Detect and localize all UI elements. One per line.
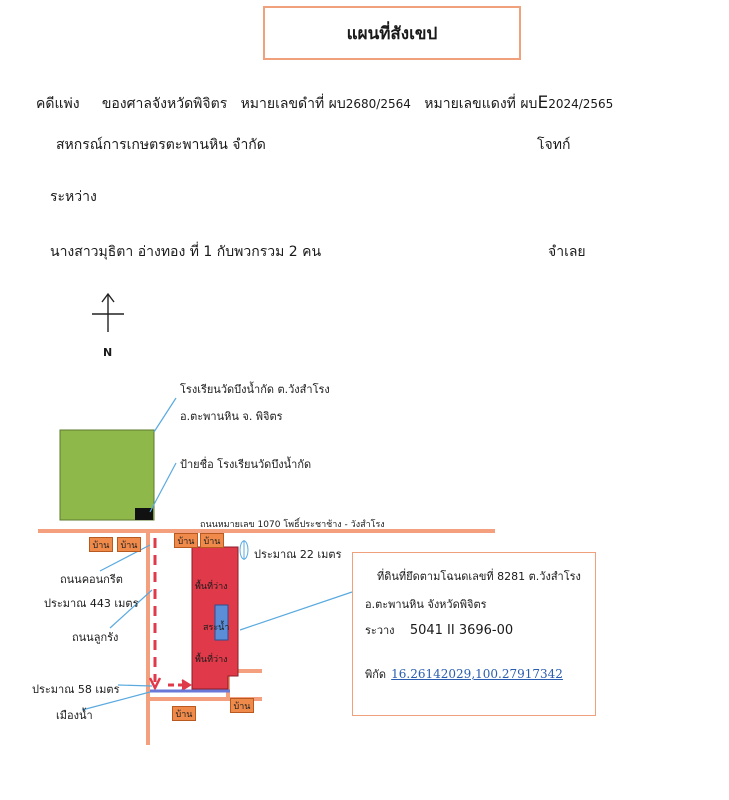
north-label: N (103, 346, 113, 359)
coordinate-link[interactable]: 16.26142029,100.27917342 (391, 667, 563, 681)
plot-label-bottom: พื้นที่ว่าง (195, 655, 228, 665)
land-info-box (352, 552, 596, 716)
distance-58-label: ประมาณ 58 เมตร (32, 683, 120, 696)
red-case-number: 2024/2565 (548, 97, 614, 111)
school-sign-label: ป้ายชื่อ โรงเรียนวัดบึงน้ำกัด (180, 458, 312, 471)
between-label: ระหว่าง (50, 189, 97, 205)
distance-443-label: ประมาณ 443 เมตร (44, 597, 139, 610)
house: บ้าน (174, 533, 198, 548)
red-case-label: หมายเลขแดงที่ ผบ (424, 96, 538, 112)
court-name: ของศาลจังหวัดพิจิตร (101, 96, 228, 112)
concrete-road-label: ถนนคอนกรีต (60, 573, 123, 586)
plaintiff-name: สหกรณ์การเกษตรตะพานหิน จำกัด (56, 137, 266, 153)
north-arrow-icon (88, 292, 128, 340)
plot-label-top: พื้นที่ว่าง (195, 582, 228, 592)
main-road-label: ถนนหมายเลข 1070 โพธิ์ประชาช้าง - วังสำโรง (200, 520, 385, 530)
red-case-e: E (537, 93, 549, 113)
school-sign-marker (135, 508, 153, 520)
school-label-2: อ.ตะพานหิน จ. พิจิตร (180, 410, 283, 423)
house: บ้าน (117, 537, 141, 552)
land-deed-line: ที่ดินที่ยึดตามโฉนดเลขที่ 8281 ต.วังสำโรง (377, 570, 581, 583)
case-type: คดีแพ่ง (36, 96, 80, 112)
house: บ้าน (89, 537, 113, 552)
gravel-road-label: ถนนลูกรัง (72, 631, 119, 644)
utm-label: ระวาง (365, 624, 395, 637)
pond-label: สระน้ำ (203, 623, 230, 633)
page-title: แผนที่สังเขป (346, 23, 438, 44)
black-case-label: หมายเลขดำที่ ผบ (240, 96, 346, 112)
map-title-box (263, 6, 521, 60)
coordinate-row (365, 663, 563, 683)
defendant-role: จำเลย (548, 244, 586, 260)
utm-value: 5041 II 3696-00 (409, 623, 514, 638)
black-case-number: 2680/2564 (345, 97, 411, 111)
case-line (36, 93, 613, 115)
land-district-line: อ.ตะพานหิน จังหวัดพิจิตร (365, 598, 487, 611)
utm-row (365, 619, 513, 639)
defendant-name: นางสาวมุธิตา อ่างทอง ที่ 1 กับพวกรวม 2 คน (50, 244, 322, 260)
distance-22-label: ประมาณ 22 เมตร (254, 548, 342, 561)
house: บ้าน (230, 698, 254, 713)
school-area (60, 430, 154, 520)
plaintiff-role: โจทก์ (537, 137, 571, 153)
house: บ้าน (172, 706, 196, 721)
house: บ้าน (200, 533, 224, 548)
ditch-label: เมืองน้ำ (56, 709, 93, 722)
school-label-1: โรงเรียนวัดบึงน้ำกัด ต.วังสำโรง (180, 383, 330, 396)
coordinate-label: พิกัด (365, 668, 387, 681)
